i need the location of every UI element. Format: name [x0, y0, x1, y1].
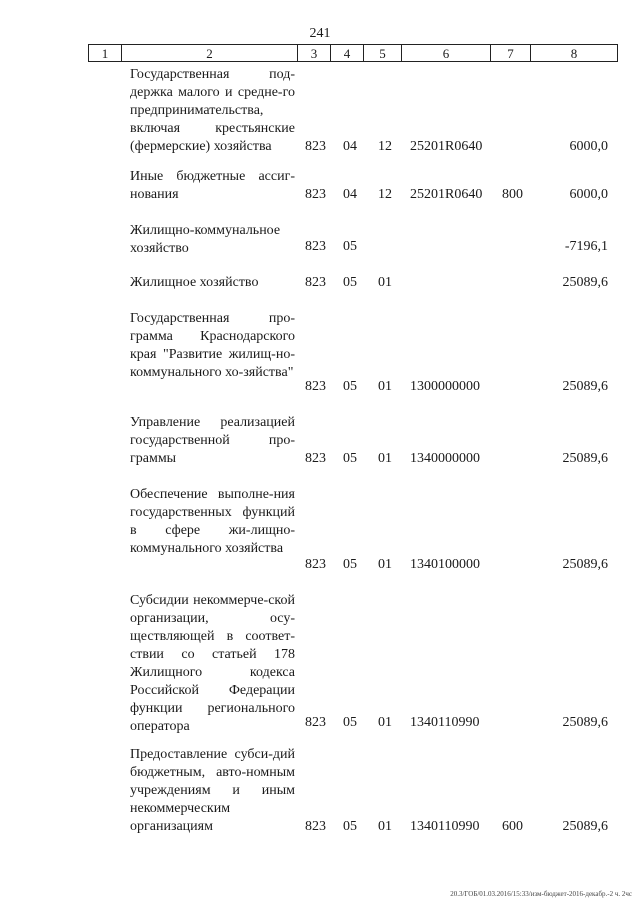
row-code-section: 05: [343, 819, 357, 834]
row-code-ministry: 823: [305, 379, 326, 394]
row-name: Субсидии некоммерче-ской организации, осу-ществляющей в соответ-ствии со статьей 178 Жилищного кодекса Российской Федерации функции регионального оператора: [130, 593, 295, 734]
row-code-subsection: 12: [378, 139, 392, 154]
row-name: Обеспечение выполне-ния государственных функций в сфере жи-лищно-коммунального хозяйства: [130, 487, 295, 556]
row-code-section: 05: [343, 715, 357, 730]
row-name: Жилищное хозяйство: [130, 275, 259, 290]
column-header-4: 4: [330, 44, 363, 62]
row-code-subsection: 01: [378, 715, 392, 730]
row-name: Государственная под-держка малого и средне-го предпринимательства, включая крестьянские (фермерские) хозяйства: [130, 67, 295, 154]
column-header-3: 3: [297, 44, 330, 62]
row-amount: 25089,6: [562, 715, 608, 730]
document-footer-stamp: 20.3/ГОБ/01.03.2016/15:33/изм-бюджет-2016-декабр.-2 ч. 2чс: [450, 890, 632, 898]
row-name: Жилищно-коммунальное хозяйство: [130, 223, 281, 256]
row-code-target: 1300000000: [410, 379, 480, 394]
column-header-5: 5: [363, 44, 401, 62]
row-code-target: 1340110990: [410, 715, 480, 730]
row-code-ministry: 823: [305, 275, 326, 290]
column-header-2: 2: [121, 44, 297, 62]
column-header-6: 6: [401, 44, 490, 62]
row-code-subsection: 01: [378, 379, 392, 394]
page-number: 241: [309, 26, 331, 41]
row-code-section: 05: [343, 451, 357, 466]
row-code-ministry: 823: [305, 557, 326, 572]
row-code-section: 04: [343, 139, 357, 154]
row-amount: 25089,6: [562, 275, 608, 290]
row-name: Предоставление субси-дий бюджетным, авто-номным учреждениям и иным некоммерческим организациям: [130, 747, 295, 834]
row-code-subsection: 01: [378, 819, 392, 834]
row-code-target: 1340000000: [410, 451, 480, 466]
row-code-expense-type: 800: [502, 187, 523, 202]
row-amount: 25089,6: [562, 557, 608, 572]
row-code-ministry: 823: [305, 819, 326, 834]
row-code-section: 04: [343, 187, 357, 202]
row-code-ministry: 823: [305, 239, 326, 254]
row-code-section: 05: [343, 239, 357, 254]
row-amount: -7196,1: [564, 239, 608, 254]
row-code-section: 05: [343, 379, 357, 394]
row-name: Иные бюджетные ассиг-нования: [130, 169, 295, 202]
row-code-target: 25201R0640: [410, 187, 483, 202]
scan-speck: [20, 20, 23, 23]
row-code-subsection: 01: [378, 451, 392, 466]
row-amount: 6000,0: [569, 139, 608, 154]
row-code-section: 05: [343, 275, 357, 290]
column-header-8: 8: [530, 44, 618, 62]
row-code-ministry: 823: [305, 187, 326, 202]
row-code-target: 1340110990: [410, 819, 480, 834]
row-code-subsection: 12: [378, 187, 392, 202]
column-header-7: 7: [490, 44, 530, 62]
row-code-expense-type: 600: [502, 819, 523, 834]
row-amount: 25089,6: [562, 451, 608, 466]
row-code-section: 05: [343, 557, 357, 572]
row-amount: 6000,0: [569, 187, 608, 202]
column-header-1: 1: [88, 44, 121, 62]
row-amount: 25089,6: [562, 379, 608, 394]
row-amount: 25089,6: [562, 819, 608, 834]
row-code-ministry: 823: [305, 715, 326, 730]
row-code-target: 1340100000: [410, 557, 480, 572]
row-code-subsection: 01: [378, 275, 392, 290]
row-code-ministry: 823: [305, 139, 326, 154]
row-code-subsection: 01: [378, 557, 392, 572]
row-name: Управление реализацией государственной про-граммы: [130, 415, 295, 466]
row-code-target: 25201R0640: [410, 139, 483, 154]
row-name: Государственная про-грамма Краснодарского края "Развитие жилищ-но-коммунального хо-зяйства": [130, 311, 295, 380]
row-code-ministry: 823: [305, 451, 326, 466]
